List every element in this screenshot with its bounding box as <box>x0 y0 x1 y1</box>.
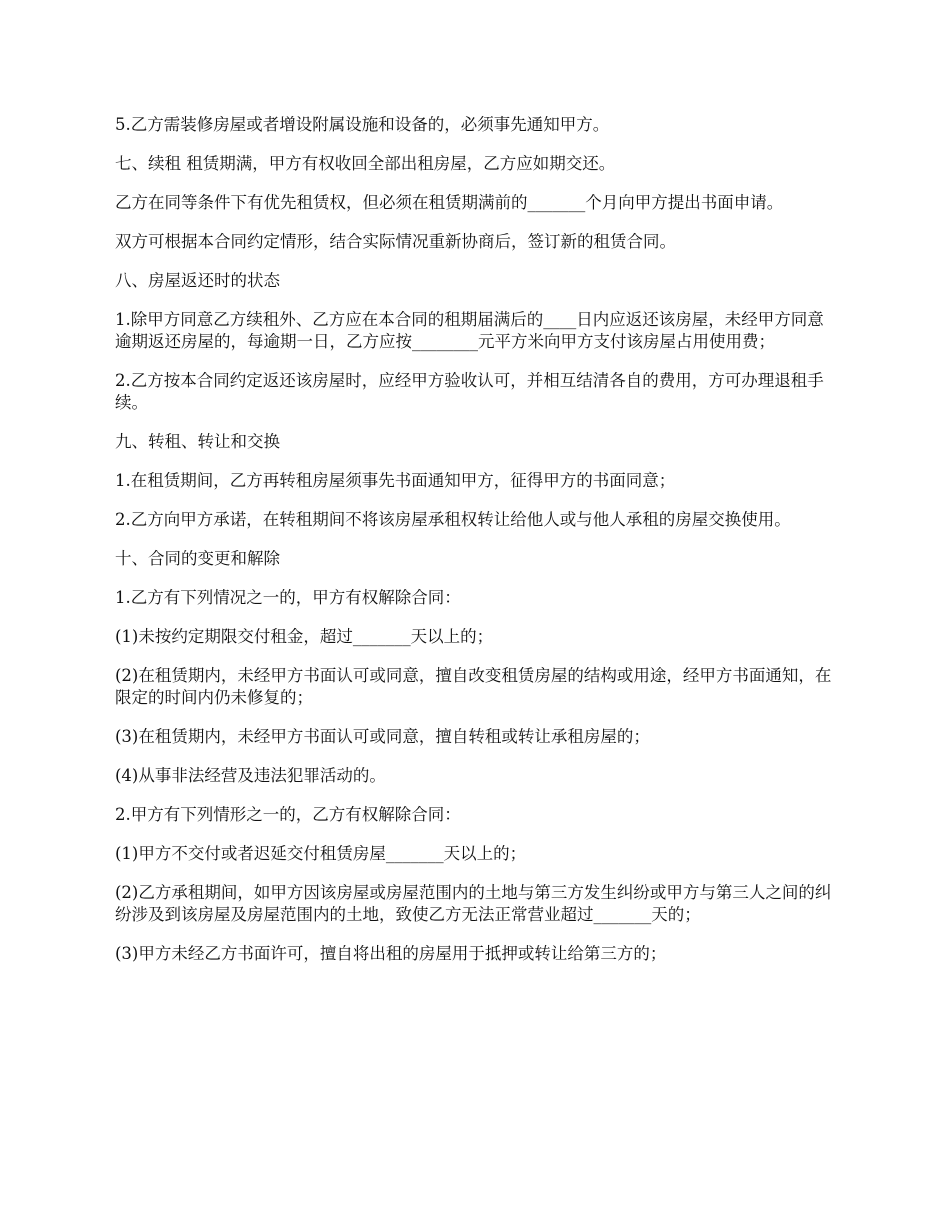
paragraph-sublease-promise: 2.乙方向甲方承诺，在转租期间不将该房屋承租权转让给他人或与他人承租的房屋交换使用。 <box>115 510 791 529</box>
list-item-illegal-activity: (4)从事非法经营及违法犯罪活动的。 <box>115 766 386 785</box>
paragraph-lessor-termination-intro: 1.乙方有下列情况之一的，甲方有权解除合同： <box>115 588 461 607</box>
section-heading-sublease: 九、转租、转让和交换 <box>115 432 280 451</box>
paragraph-return-inspection: 2.乙方按本合同约定返还该房屋时，应经甲方验收认可，并相互结清各自的费用，方可办理退租手续。 <box>115 371 824 412</box>
paragraph-sublease-notice: 1.在租赁期间，乙方再转租房屋须事先书面通知甲方，征得甲方的书面同意； <box>115 471 676 490</box>
paragraph-return-deadline: 1.除甲方同意乙方续租外、乙方应在本合同的租期届满后的____日内应返还该房屋，未经甲方同意逾期返还房屋的，每逾期一日，乙方应按________元平方米向甲方支付该房屋占用使用费； <box>115 310 824 351</box>
list-item-third-party-dispute: (2)乙方承租期间，如甲方因该房屋或房屋范围内的土地与第三方发生纠纷或甲方与第三人之间的纠纷涉及到该房屋及房屋范围内的土地，致使乙方无法正常营业超过_______天的； <box>115 883 832 924</box>
list-item-late-rent: (1)未按约定期限交付租金，超过_______天以上的； <box>115 627 494 646</box>
paragraph-renegotiation: 双方可根据本合同约定情形，结合实际情况重新协商后，签订新的租赁合同。 <box>115 232 676 251</box>
section-heading-return-condition: 八、房屋返还时的状态 <box>115 271 280 290</box>
paragraph-priority-lease: 乙方在同等条件下有优先租赁权，但必须在租赁期满前的_______个月向甲方提出书面申请。 <box>115 193 784 212</box>
list-item-late-delivery: (1)甲方不交付或者迟延交付租赁房屋_______天以上的； <box>115 844 527 863</box>
document-body <box>115 114 835 982</box>
paragraph-renovation-notice: 5.乙方需装修房屋或者增设附属设施和设备的，必须事先通知甲方。 <box>115 115 610 134</box>
list-item-unauthorized-sublease: (3)在租赁期内，未经甲方书面认可或同意，擅自转租或转让承租房屋的； <box>115 727 650 746</box>
paragraph-lessee-termination-intro: 2.甲方有下列情形之一的，乙方有权解除合同： <box>115 805 461 824</box>
section-heading-termination: 十、合同的变更和解除 <box>115 549 280 568</box>
list-item-unauthorized-mortgage: (3)甲方未经乙方书面许可，擅自将出租的房屋用于抵押或转让给第三方的； <box>115 944 667 963</box>
section-heading-renewal: 七、续租 租赁期满，甲方有权收回全部出租房屋，乙方应如期交还。 <box>115 154 616 173</box>
list-item-structure-change: (2)在租赁期内，未经甲方书面认可或同意，擅自改变租赁房屋的结构或用途，经甲方书面通知，在限定的时间内仍未修复的； <box>115 666 832 707</box>
